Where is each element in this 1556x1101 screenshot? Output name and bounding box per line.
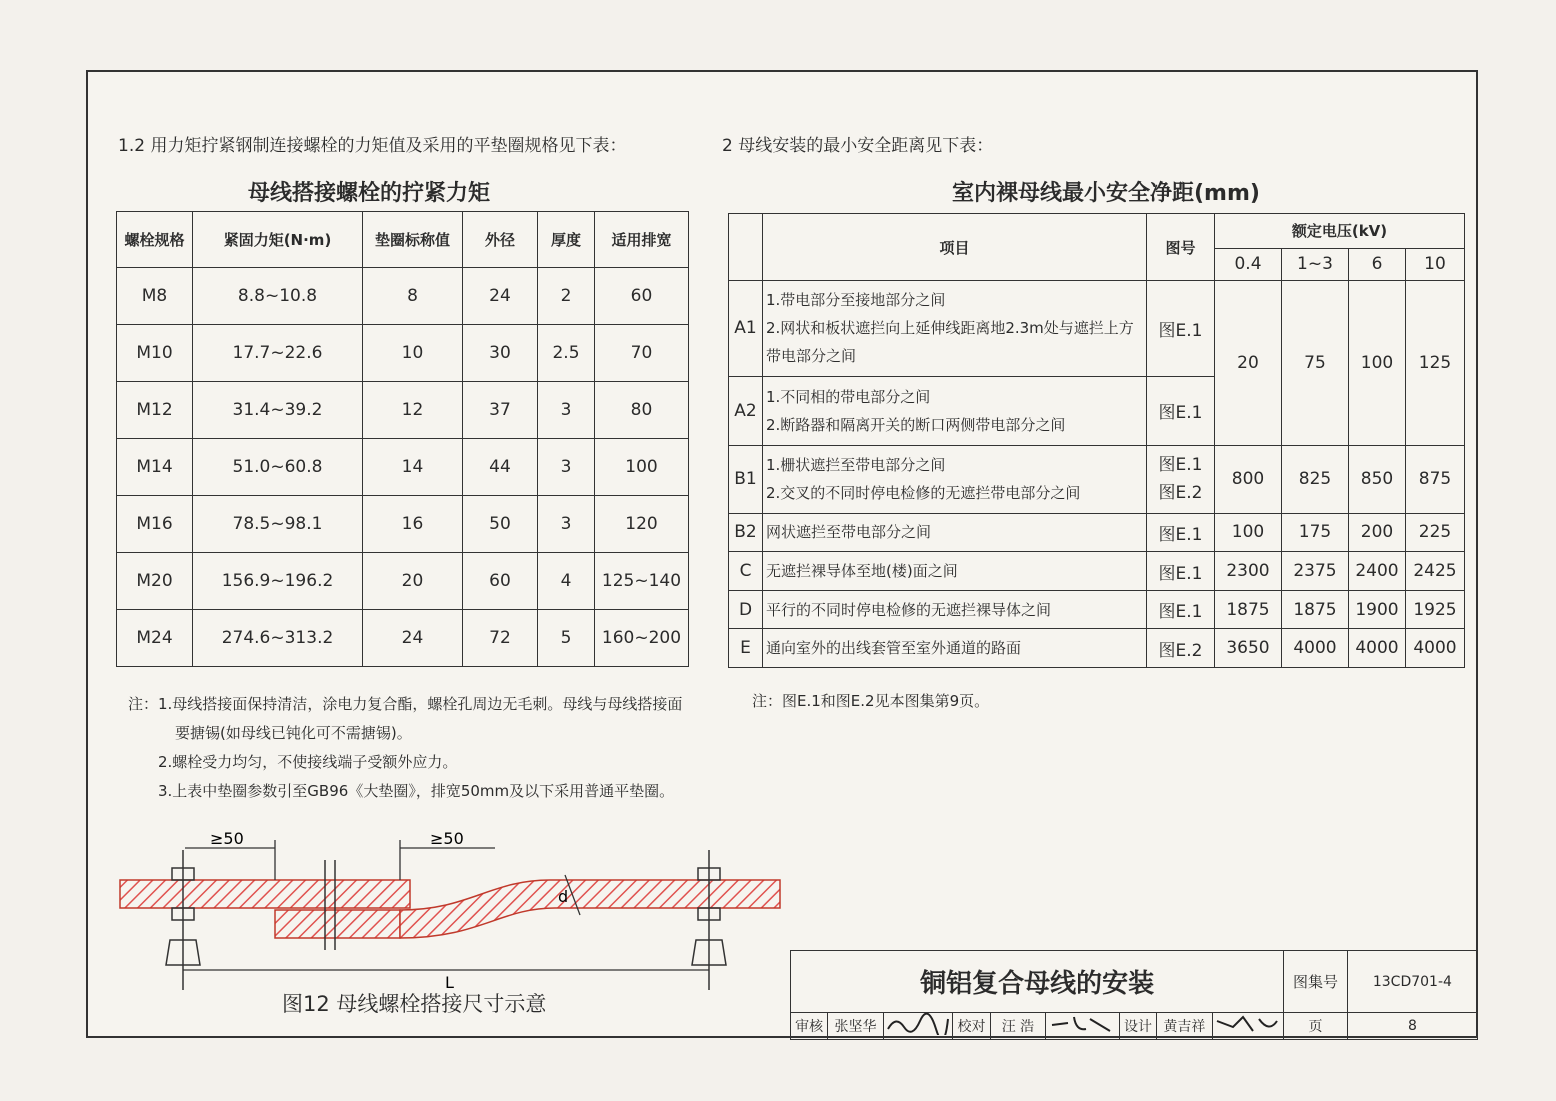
a-val-6: 100 [1349, 281, 1406, 446]
check-label: 校对 [953, 1013, 990, 1040]
atlas-number: 13CD701-4 [1347, 951, 1477, 1013]
dim-50-right: ≥50 [430, 829, 464, 848]
torque-cell: 60 [595, 268, 689, 325]
volt-6: 6 [1349, 248, 1406, 281]
torque-cell: 24 [463, 268, 538, 325]
torque-cell: 8.8~10.8 [193, 268, 363, 325]
torque-cell: M20 [117, 553, 193, 610]
th-voltage: 额定电压(kV) [1215, 214, 1465, 249]
th-fig: 图号 [1147, 214, 1215, 281]
dim-d: d [558, 887, 569, 906]
torque-cell: 44 [463, 439, 538, 496]
clearance-table [728, 213, 1465, 668]
reviewer-name: 张坚华 [828, 1013, 883, 1040]
b1-val-0.4: 800 [1215, 445, 1282, 513]
dim-L: L [445, 973, 454, 992]
th-width: 适用排宽 [595, 212, 689, 268]
clearance-fig: 图E.2 [1147, 629, 1215, 668]
clearance-val: 1900 [1349, 590, 1406, 629]
dim-50-left: ≥50 [210, 829, 244, 848]
clearance-item: 通向室外的出线套管至室外通道的路面 [763, 629, 1147, 668]
torque-cell: M24 [117, 610, 193, 667]
torque-row [117, 382, 689, 439]
torque-row [117, 439, 689, 496]
torque-cell: 24 [363, 610, 463, 667]
torque-cell: 125~140 [595, 553, 689, 610]
clearance-val: 2300 [1215, 552, 1282, 591]
clearance-val: 2375 [1282, 552, 1349, 591]
clearance-code: E [729, 629, 763, 668]
torque-cell: 10 [363, 325, 463, 382]
item-a2: 1.不同相的带电部分之间 2.断路器和隔离开关的断口两侧带电部分之间 [763, 376, 1147, 445]
clearance-val: 200 [1349, 513, 1406, 552]
row-a1 [729, 281, 1465, 376]
clearance-val: 2400 [1349, 552, 1406, 591]
clearance-val: 100 [1215, 513, 1282, 552]
torque-row [117, 325, 689, 382]
designer-name: 黄吉祥 [1157, 1013, 1212, 1040]
torque-cell: 78.5~98.1 [193, 496, 363, 553]
torque-row [117, 610, 689, 667]
torque-cell: 160~200 [595, 610, 689, 667]
b1-val-10: 875 [1406, 445, 1465, 513]
th-item: 项目 [763, 214, 1147, 281]
torque-cell: 51.0~60.8 [193, 439, 363, 496]
b1-val-6: 850 [1349, 445, 1406, 513]
item-a1: 1.带电部分至接地部分之间 2.网状和板状遮拦向上延伸线距离地2.3m处与遮拦上方 带电部分之间 [763, 281, 1147, 376]
clearance-row [729, 513, 1465, 552]
clearance-row [729, 590, 1465, 629]
review-label: 审核 [791, 1013, 828, 1040]
clearance-val: 225 [1406, 513, 1465, 552]
torque-cell: 16 [363, 496, 463, 553]
designer-signature [1212, 1013, 1284, 1040]
figure-caption: 图12 母线螺栓搭接尺寸示意 [282, 992, 547, 1016]
clearance-item: 无遮拦裸导体至地(楼)面之间 [763, 552, 1147, 591]
left-section-heading: 1.2 用力矩拧紧钢制连接螺栓的力矩值及采用的平垫圈规格见下表： [118, 136, 627, 156]
a-val-1-3: 75 [1282, 281, 1349, 446]
clearance-val: 2425 [1406, 552, 1465, 591]
clearance-row [729, 552, 1465, 591]
clearance-val: 1925 [1406, 590, 1465, 629]
busbar-upper [120, 880, 780, 938]
left-note-1: 注：1.母线搭接面保持清洁，涂电力复合酯，螺栓孔周边无毛刺。母线与母线搭接面 [128, 695, 683, 713]
torque-cell: 4 [538, 553, 595, 610]
th-code-blank [729, 214, 763, 281]
th-washer: 垫圈标称值 [363, 212, 463, 268]
item-b1: 1.栅状遮拦至带电部分之间 2.交叉的不同时停电检修的无遮拦带电部分之间 [763, 445, 1147, 513]
checker-name: 汪 浩 [990, 1013, 1045, 1040]
clearance-item: 网状遮拦至带电部分之间 [763, 513, 1147, 552]
bolt-right [692, 850, 726, 990]
torque-cell: 5 [538, 610, 595, 667]
th-bolt: 螺栓规格 [117, 212, 193, 268]
volt-0.4: 0.4 [1215, 248, 1282, 281]
row-b1 [729, 445, 1465, 513]
torque-row [117, 553, 689, 610]
clearance-val: 3650 [1215, 629, 1282, 668]
clearance-fig: 图E.1 [1147, 552, 1215, 591]
torque-cell: 30 [463, 325, 538, 382]
torque-cell: 14 [363, 439, 463, 496]
left-table-title: 母线搭接螺栓的拧紧力矩 [248, 181, 491, 206]
left-note-1b: 要搪锡(如母线已钝化可不需搪锡)。 [175, 724, 412, 742]
torque-cell: 3 [538, 382, 595, 439]
torque-cell: 50 [463, 496, 538, 553]
clearance-val: 1875 [1282, 590, 1349, 629]
torque-cell: 37 [463, 382, 538, 439]
torque-cell: M12 [117, 382, 193, 439]
torque-header-row [117, 212, 689, 268]
torque-cell: 72 [463, 610, 538, 667]
fig-a1: 图E.1 [1147, 281, 1215, 376]
volt-10: 10 [1406, 248, 1465, 281]
bolt-left [166, 850, 200, 990]
title-block [790, 950, 1478, 1040]
right-note: 注：图E.1和图E.2见本图集第9页。 [752, 692, 990, 710]
clearance-val: 4000 [1282, 629, 1349, 668]
torque-cell: 8 [363, 268, 463, 325]
torque-cell: 2.5 [538, 325, 595, 382]
fig-a2: 图E.1 [1147, 376, 1215, 445]
torque-cell: 100 [595, 439, 689, 496]
th-thick: 厚度 [538, 212, 595, 268]
torque-row [117, 496, 689, 553]
clearance-row [729, 629, 1465, 668]
torque-cell: 20 [363, 553, 463, 610]
clearance-fig: 图E.1 [1147, 513, 1215, 552]
reviewer-signature [883, 1013, 953, 1040]
code-a2: A2 [729, 376, 763, 445]
torque-cell: M16 [117, 496, 193, 553]
clearance-val: 4000 [1349, 629, 1406, 668]
torque-cell: 3 [538, 496, 595, 553]
a-val-10: 125 [1406, 281, 1465, 446]
torque-cell: 120 [595, 496, 689, 553]
clearance-val: 4000 [1406, 629, 1465, 668]
torque-cell: 70 [595, 325, 689, 382]
drawing-title: 铜铝复合母线的安装 [791, 951, 1284, 1013]
checker-signature [1046, 1013, 1120, 1040]
torque-cell: 80 [595, 382, 689, 439]
clearance-fig: 图E.1 [1147, 590, 1215, 629]
torque-cell: M10 [117, 325, 193, 382]
torque-row [117, 268, 689, 325]
torque-cell: 274.6~313.2 [193, 610, 363, 667]
b1-val-1-3: 825 [1282, 445, 1349, 513]
torque-cell: 2 [538, 268, 595, 325]
th-outer: 外径 [463, 212, 538, 268]
code-a1: A1 [729, 281, 763, 376]
volt-1-3: 1~3 [1282, 248, 1349, 281]
torque-cell: 17.7~22.6 [193, 325, 363, 382]
fig-b1: 图E.1 图E.2 [1147, 445, 1215, 513]
torque-cell: 12 [363, 382, 463, 439]
clearance-val: 1875 [1215, 590, 1282, 629]
page-label: 页 [1284, 1013, 1348, 1040]
design-label: 设计 [1119, 1013, 1156, 1040]
torque-cell: 60 [463, 553, 538, 610]
left-note-3: 3.上表中垫圈参数引至GB96《大垫圈》，排宽50mm及以下采用普通平垫圈。 [158, 782, 675, 800]
torque-table [116, 211, 689, 667]
clearance-code: B2 [729, 513, 763, 552]
a-val-0.4: 20 [1215, 281, 1282, 446]
th-torque: 紧固力矩(N·m) [193, 212, 363, 268]
clearance-code: D [729, 590, 763, 629]
clearance-item: 平行的不同时停电检修的无遮拦裸导体之间 [763, 590, 1147, 629]
torque-cell: 156.9~196.2 [193, 553, 363, 610]
torque-cell: 3 [538, 439, 595, 496]
clearance-code: C [729, 552, 763, 591]
torque-cell: M8 [117, 268, 193, 325]
atlas-label: 图集号 [1284, 951, 1348, 1013]
right-table-title: 室内裸母线最小安全净距(mm) [952, 181, 1260, 206]
right-section-heading: 2 母线安装的最小安全距离见下表： [722, 136, 994, 156]
torque-cell: M14 [117, 439, 193, 496]
page-number: 8 [1347, 1013, 1477, 1040]
left-note-2: 2.螺栓受力均匀，不使接线端子受额外应力。 [158, 753, 458, 771]
code-b1: B1 [729, 445, 763, 513]
torque-cell: 31.4~39.2 [193, 382, 363, 439]
clearance-val: 175 [1282, 513, 1349, 552]
